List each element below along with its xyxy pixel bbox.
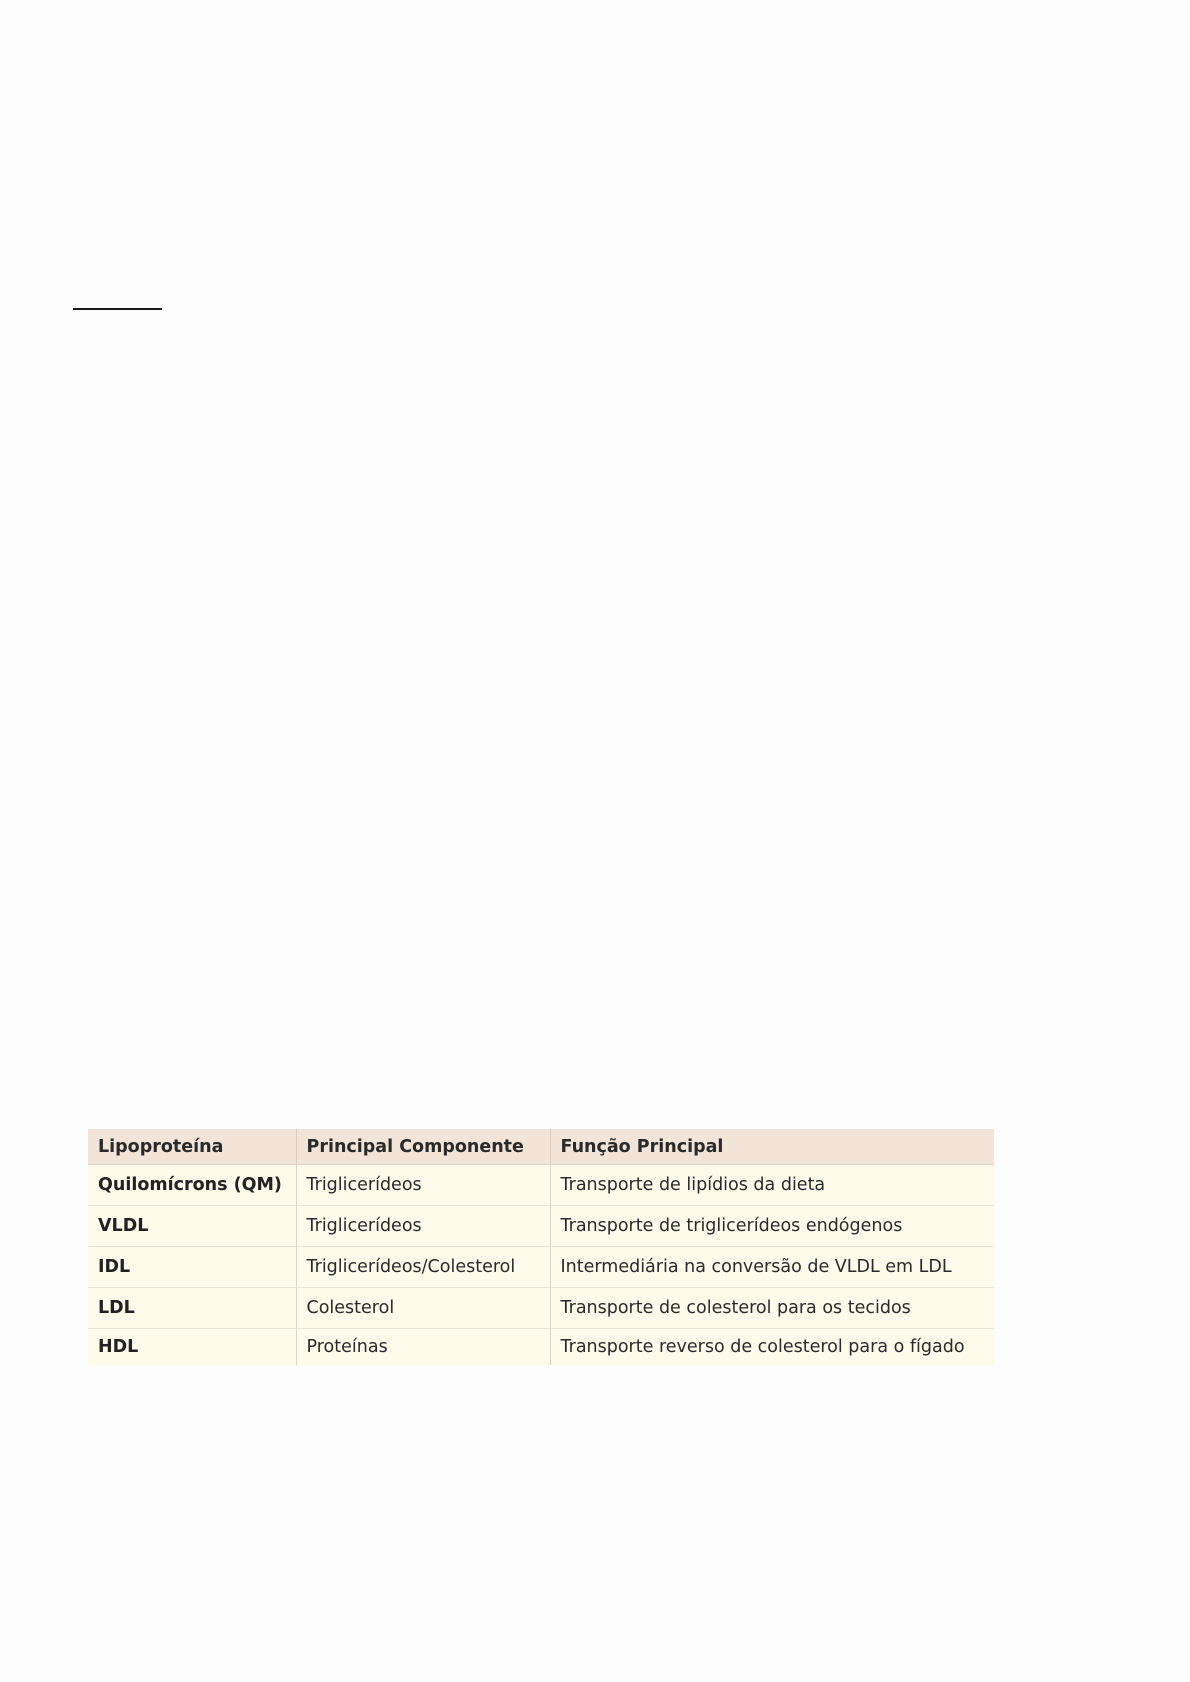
lipoprotein-table: [88, 1129, 994, 1365]
lipoprotein-name: Quilomícrons (QM): [88, 1165, 296, 1206]
header-principal-componente: Principal Componente: [296, 1129, 550, 1165]
lipoprotein-name: LDL: [88, 1288, 296, 1329]
header-funcao-principal: Função Principal: [550, 1129, 994, 1165]
table-row: [88, 1329, 994, 1366]
main-function: Intermediária na conversão de VLDL em LDL: [550, 1247, 994, 1288]
table-row: [88, 1165, 994, 1206]
header-lipoproteina: Lipoproteína: [88, 1129, 296, 1165]
lipoprotein-name: VLDL: [88, 1206, 296, 1247]
main-component: Colesterol: [296, 1288, 550, 1329]
main-component: Triglicerídeos: [296, 1206, 550, 1247]
main-component: Triglicerídeos: [296, 1165, 550, 1206]
table-header-row: [88, 1129, 994, 1165]
main-function: Transporte reverso de colesterol para o fígado: [550, 1329, 994, 1366]
main-function: Transporte de lipídios da dieta: [550, 1165, 994, 1206]
lipoprotein-name: HDL: [88, 1329, 296, 1366]
table-row: [88, 1206, 994, 1247]
lipoprotein-name: IDL: [88, 1247, 296, 1288]
main-function: Transporte de triglicerídeos endógenos: [550, 1206, 994, 1247]
main-component: Triglicerídeos/Colesterol: [296, 1247, 550, 1288]
underline-mark: [73, 308, 162, 310]
main-function: Transporte de colesterol para os tecidos: [550, 1288, 994, 1329]
main-component: Proteínas: [296, 1329, 550, 1366]
table-row: [88, 1288, 994, 1329]
table-row: [88, 1247, 994, 1288]
